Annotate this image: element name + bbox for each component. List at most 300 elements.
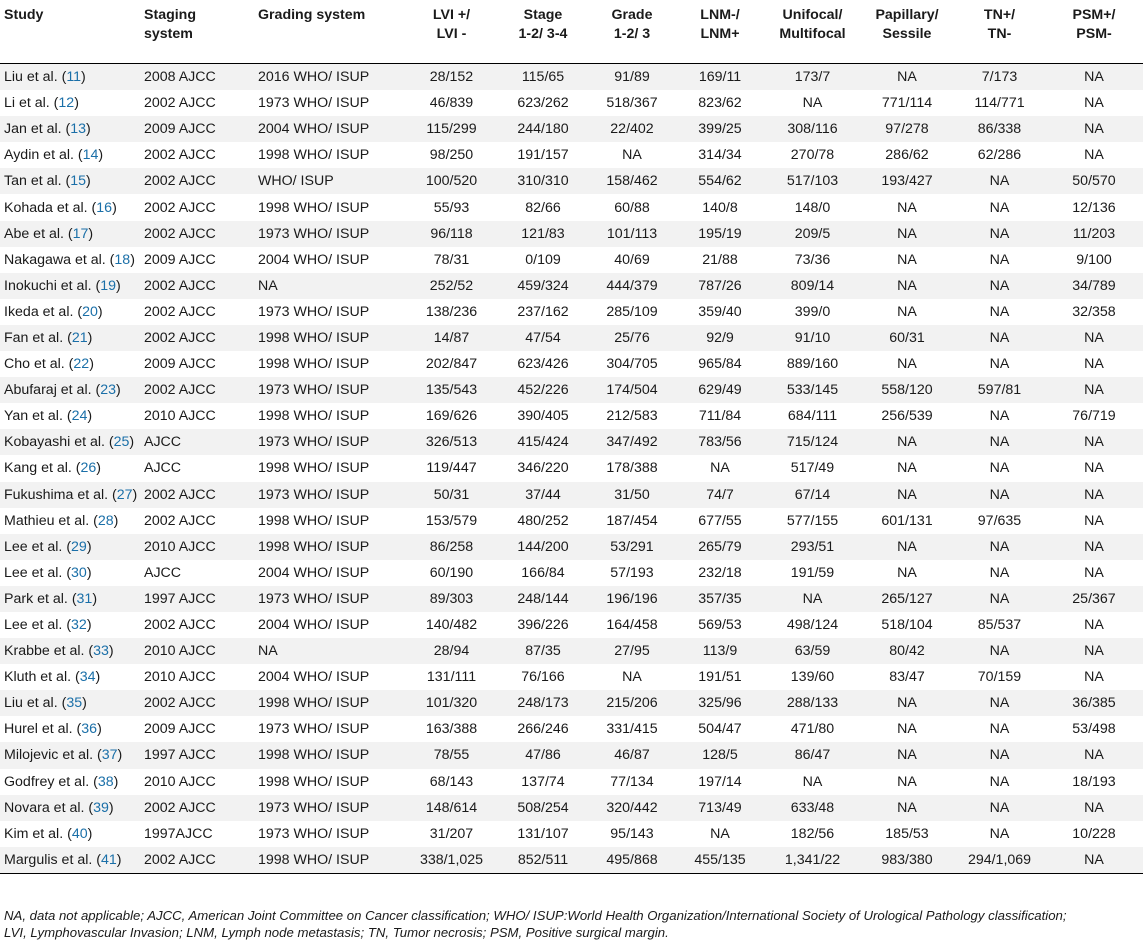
cell-staging-system: 2002 AJCC: [142, 299, 256, 325]
cell-focality: 91/10: [765, 325, 860, 351]
cell-lnm: 713/49: [675, 795, 765, 821]
reference-link[interactable]: 34: [79, 669, 96, 686]
cell-grading-system: 1973 WHO/ ISUP: [256, 429, 406, 455]
cell-focality: 471/80: [765, 716, 860, 742]
cell-papillary-sessile: NA: [860, 351, 954, 377]
cell-papillary-sessile: NA: [860, 534, 954, 560]
cell-staging-system: 2002 AJCC: [142, 221, 256, 247]
cell-lvi: 131/111: [406, 664, 497, 690]
reference-link[interactable]: 23: [100, 382, 116, 399]
cell-focality: 173/7: [765, 64, 860, 91]
cell-psm: 12/136: [1045, 194, 1143, 220]
cell-papillary-sessile: NA: [860, 795, 954, 821]
cell-lvi: 163/388: [406, 716, 497, 742]
cell-grading-system: 2016 WHO/ ISUP: [256, 64, 406, 91]
study-name: Lee et al. (: [4, 617, 72, 634]
cell-grade: 95/143: [589, 821, 675, 847]
table-row: [0, 299, 1143, 325]
cell-tn: NA: [954, 586, 1045, 612]
cell-grade: 174/504: [589, 377, 675, 403]
cell-psm: 50/570: [1045, 168, 1143, 194]
cell-grading-system: 1998 WHO/ ISUP: [256, 351, 406, 377]
cell-staging-system: 2002 AJCC: [142, 325, 256, 351]
cell-lnm: 140/8: [675, 194, 765, 220]
study-name: Kim et al. (: [4, 825, 72, 842]
cell-focality: 288/133: [765, 690, 860, 716]
cell-staging-system: 2010 AJCC: [142, 534, 256, 560]
reference-close-paren: ): [108, 643, 114, 660]
cell-psm: 76/719: [1045, 403, 1143, 429]
study-name: Liu et al. (: [4, 695, 67, 712]
study-name: Abe et al. (: [4, 225, 73, 242]
cell-lvi: 31/207: [406, 821, 497, 847]
reference-link[interactable]: 29: [71, 538, 87, 555]
cell-grade: 25/76: [589, 325, 675, 351]
cell-focality: 809/14: [765, 273, 860, 299]
cell-grading-system: 2004 WHO/ ISUP: [256, 116, 406, 142]
cell-grade: 46/87: [589, 742, 675, 768]
cell-stage: 76/166: [497, 664, 589, 690]
study-cell: [0, 90, 142, 116]
cell-focality: 577/155: [765, 508, 860, 534]
cell-tn: NA: [954, 299, 1045, 325]
cell-grade: 320/442: [589, 795, 675, 821]
cell-lvi: 148/614: [406, 795, 497, 821]
cell-psm: 34/789: [1045, 273, 1143, 299]
reference-link[interactable]: 28: [97, 512, 114, 529]
cell-grading-system: 1973 WHO/ ISUP: [256, 821, 406, 847]
cell-tn: 62/286: [954, 142, 1045, 168]
study-name: Fan et al. (: [4, 329, 72, 346]
cell-lvi: 326/513: [406, 429, 497, 455]
cell-psm: NA: [1045, 795, 1143, 821]
study-name: Margulis et al. (: [4, 851, 101, 868]
cell-stage: 852/511: [497, 847, 589, 874]
cell-lvi: 60/190: [406, 560, 497, 586]
study-name: Krabbe et al. (: [4, 643, 94, 660]
cell-focality: 270/78: [765, 142, 860, 168]
cell-grading-system: WHO/ ISUP: [256, 168, 406, 194]
cell-focality: 533/145: [765, 377, 860, 403]
cell-stage: 47/86: [497, 742, 589, 768]
cell-grading-system: 1998 WHO/ ISUP: [256, 403, 406, 429]
study-cell: [0, 221, 142, 247]
cell-grade: 331/415: [589, 716, 675, 742]
cell-tn: NA: [954, 821, 1045, 847]
reference-close-paren: ): [87, 329, 93, 346]
reference-close-paren: ): [87, 408, 93, 425]
cell-papillary-sessile: 286/62: [860, 142, 954, 168]
study-name: Jan et al. (: [4, 121, 71, 138]
cell-lvi: 28/152: [406, 64, 497, 91]
cell-focality: NA: [765, 769, 860, 795]
cell-tn: 70/159: [954, 664, 1045, 690]
table-row: [0, 194, 1143, 220]
reference-link[interactable]: 40: [71, 825, 88, 842]
cell-staging-system: 2002 AJCC: [142, 847, 256, 874]
cell-lvi: 46/839: [406, 90, 497, 116]
reference-link[interactable]: 20: [82, 303, 98, 320]
study-cell: [0, 795, 142, 821]
reference-link[interactable]: 32: [71, 617, 87, 634]
cell-focality: 399/0: [765, 299, 860, 325]
cell-stage: 310/310: [497, 168, 589, 194]
reference-link[interactable]: 22: [73, 356, 90, 373]
cell-tn: NA: [954, 560, 1045, 586]
cell-psm: NA: [1045, 638, 1143, 664]
reference-link[interactable]: 35: [66, 695, 83, 712]
study-cell: [0, 664, 142, 690]
header-line: 1-2/ 3: [613, 26, 651, 42]
reference-close-paren: ): [86, 538, 92, 555]
reference-link[interactable]: 17: [72, 225, 89, 242]
header-line: Staging: [144, 7, 197, 23]
table-row: [0, 534, 1143, 560]
reference-close-paren: ): [113, 773, 119, 790]
cell-tn: NA: [954, 403, 1045, 429]
table-row: [0, 429, 1143, 455]
cell-lvi: 98/250: [406, 142, 497, 168]
cell-lvi: 50/31: [406, 482, 497, 508]
cell-lnm: 232/18: [675, 560, 765, 586]
cell-papillary-sessile: 518/104: [860, 612, 954, 638]
cell-lvi: 86/258: [406, 534, 497, 560]
reference-link[interactable]: 27: [116, 486, 133, 503]
reference-close-paren: ): [81, 69, 86, 86]
reference-close-paren: ): [86, 173, 91, 190]
cell-staging-system: 2010 AJCC: [142, 664, 256, 690]
cell-lnm: NA: [675, 455, 765, 481]
cell-papillary-sessile: NA: [860, 742, 954, 768]
cell-papillary-sessile: 558/120: [860, 377, 954, 403]
reference-link[interactable]: 25: [113, 434, 130, 451]
table-row: [0, 482, 1143, 508]
study-name: Milojevic et al. (: [4, 747, 102, 764]
cell-grade: 347/492: [589, 429, 675, 455]
cell-grading-system: NA: [256, 273, 406, 299]
reference-close-paren: ): [116, 382, 121, 399]
reference-link[interactable]: 41: [100, 851, 117, 868]
cell-psm: NA: [1045, 482, 1143, 508]
reference-close-paren: ): [130, 251, 135, 268]
header-tn: [954, 0, 1045, 64]
cell-focality: NA: [765, 90, 860, 116]
table-row: [0, 168, 1143, 194]
cell-staging-system: 2002 AJCC: [142, 612, 256, 638]
reference-link[interactable]: 15: [70, 173, 87, 190]
reference-close-paren: ): [96, 460, 102, 477]
cell-psm: 9/100: [1045, 247, 1143, 273]
cell-staging-system: 2010 AJCC: [142, 769, 256, 795]
study-cell: [0, 508, 142, 534]
reference-close-paren: ): [86, 617, 92, 634]
cell-grade: 31/50: [589, 482, 675, 508]
cell-tn: NA: [954, 168, 1045, 194]
cell-tn: NA: [954, 351, 1045, 377]
header-grading-system: [256, 0, 406, 64]
cell-lnm: 823/62: [675, 90, 765, 116]
study-cell: [0, 351, 142, 377]
header-line: LNM-/: [700, 7, 740, 23]
cell-papillary-sessile: 83/47: [860, 664, 954, 690]
cell-psm: NA: [1045, 664, 1143, 690]
table-row: [0, 742, 1143, 768]
cell-grade: 196/196: [589, 586, 675, 612]
cell-stage: 237/162: [497, 299, 589, 325]
study-cell: [0, 534, 142, 560]
table-row: [0, 351, 1143, 377]
study-name: Fukushima et al. (: [4, 486, 117, 503]
cell-grade: 57/193: [589, 560, 675, 586]
table-row: [0, 142, 1143, 168]
cell-grade: 158/462: [589, 168, 675, 194]
reference-link[interactable]: 31: [76, 590, 93, 607]
cell-papillary-sessile: 60/31: [860, 325, 954, 351]
reference-close-paren: ): [97, 721, 102, 738]
header-line: LVI -: [436, 26, 467, 42]
cell-grading-system: 1998 WHO/ ISUP: [256, 742, 406, 768]
reference-close-paren: ): [86, 121, 91, 138]
study-cell: [0, 299, 142, 325]
cell-focality: 148/0: [765, 194, 860, 220]
cell-stage: 266/246: [497, 716, 589, 742]
cell-grading-system: 2004 WHO/ ISUP: [256, 664, 406, 690]
cell-stage: 115/65: [497, 64, 589, 91]
cell-staging-system: 2010 AJCC: [142, 403, 256, 429]
cell-grade: 178/388: [589, 455, 675, 481]
cell-psm: 18/193: [1045, 769, 1143, 795]
header-grade: [589, 0, 675, 64]
cell-staging-system: 2002 AJCC: [142, 508, 256, 534]
cell-staging-system: 2002 AJCC: [142, 377, 256, 403]
cell-lvi: 202/847: [406, 351, 497, 377]
study-cell: [0, 638, 142, 664]
cell-grade: 91/89: [589, 64, 675, 91]
table-row: [0, 586, 1143, 612]
table-row: [0, 455, 1143, 481]
reference-close-paren: ): [98, 147, 104, 164]
reference-link[interactable]: 18: [114, 251, 131, 268]
reference-link[interactable]: 24: [71, 408, 88, 425]
cell-papillary-sessile: 771/114: [860, 90, 954, 116]
reference-link[interactable]: 19: [100, 277, 116, 294]
cell-tn: NA: [954, 795, 1045, 821]
cell-lnm: NA: [675, 821, 765, 847]
cell-papillary-sessile: NA: [860, 194, 954, 220]
table-row: [0, 821, 1143, 847]
reference-link[interactable]: 38: [97, 773, 114, 790]
cell-psm: NA: [1045, 612, 1143, 638]
cell-lnm: 197/14: [675, 769, 765, 795]
study-name: Cho et al. (: [4, 356, 74, 373]
reference-link[interactable]: 37: [101, 747, 118, 764]
header-stage: [497, 0, 589, 64]
cell-lvi: 140/482: [406, 612, 497, 638]
cell-focality: 684/111: [765, 403, 860, 429]
reference-close-paren: ): [95, 669, 101, 686]
reference-link[interactable]: 11: [66, 69, 82, 86]
cell-lvi: 100/520: [406, 168, 497, 194]
cell-grade: 495/868: [589, 847, 675, 874]
cell-staging-system: 2002 AJCC: [142, 168, 256, 194]
header-lvi: [406, 0, 497, 64]
study-name: Hurel et al. (: [4, 721, 82, 738]
cell-tn: NA: [954, 325, 1045, 351]
cell-focality: NA: [765, 586, 860, 612]
cell-papillary-sessile: NA: [860, 455, 954, 481]
study-name: Ikeda et al. (: [4, 303, 83, 320]
cell-psm: NA: [1045, 116, 1143, 142]
cell-grading-system: 1973 WHO/ ISUP: [256, 586, 406, 612]
cell-lnm: 128/5: [675, 742, 765, 768]
cell-lnm: 195/19: [675, 221, 765, 247]
cell-staging-system: 2002 AJCC: [142, 795, 256, 821]
reference-close-paren: ): [108, 799, 114, 816]
cell-lnm: 711/84: [675, 403, 765, 429]
cell-grading-system: 1998 WHO/ ISUP: [256, 508, 406, 534]
cell-stage: 248/144: [497, 586, 589, 612]
reference-link[interactable]: 12: [58, 95, 75, 112]
study-name: Aydin et al. (: [4, 147, 83, 164]
cell-grade: 77/134: [589, 769, 675, 795]
cell-staging-system: 2009 AJCC: [142, 247, 256, 273]
cell-stage: 480/252: [497, 508, 589, 534]
cell-papillary-sessile: NA: [860, 769, 954, 795]
cell-lvi: 68/143: [406, 769, 497, 795]
reference-link[interactable]: 21: [71, 329, 88, 346]
reference-link[interactable]: 30: [71, 564, 87, 581]
cell-grading-system: 1998 WHO/ ISUP: [256, 325, 406, 351]
cell-staging-system: 2002 AJCC: [142, 273, 256, 299]
reference-close-paren: ): [86, 564, 92, 581]
cell-papillary-sessile: NA: [860, 690, 954, 716]
cell-tn: 294/1,069: [954, 847, 1045, 874]
reference-link[interactable]: 13: [70, 121, 87, 138]
study-cell: [0, 429, 142, 455]
cell-tn: 86/338: [954, 116, 1045, 142]
cell-psm: 10/228: [1045, 821, 1143, 847]
reference-link[interactable]: 36: [81, 721, 98, 738]
study-cell: [0, 612, 142, 638]
study-cell: [0, 168, 142, 194]
cell-tn: 97/635: [954, 508, 1045, 534]
header-study: [0, 0, 142, 64]
header-line: PSM-: [1076, 26, 1112, 42]
cell-stage: 346/220: [497, 455, 589, 481]
study-name: Inokuchi et al. (: [4, 277, 101, 294]
study-name: Mathieu et al. (: [4, 512, 98, 529]
reference-link[interactable]: 16: [96, 199, 113, 216]
cell-grade: NA: [589, 664, 675, 690]
cell-staging-system: 1997 AJCC: [142, 742, 256, 768]
cell-grading-system: 1973 WHO/ ISUP: [256, 716, 406, 742]
cell-focality: 517/49: [765, 455, 860, 481]
table-row: [0, 690, 1143, 716]
cell-stage: 137/74: [497, 769, 589, 795]
reference-close-paren: ): [117, 747, 123, 764]
cell-lvi: 78/31: [406, 247, 497, 273]
header-line: Papillary/: [875, 7, 939, 23]
study-cell: [0, 325, 142, 351]
cell-grade: NA: [589, 142, 675, 168]
cell-papillary-sessile: NA: [860, 482, 954, 508]
cell-grade: 53/291: [589, 534, 675, 560]
cell-grade: 285/109: [589, 299, 675, 325]
cell-staging-system: AJCC: [142, 455, 256, 481]
table-row: [0, 638, 1143, 664]
header-line: LNM+: [700, 26, 740, 42]
reference-close-paren: ): [87, 825, 93, 842]
cell-psm: NA: [1045, 508, 1143, 534]
header-psm: [1045, 0, 1143, 64]
cell-staging-system: 2002 AJCC: [142, 482, 256, 508]
table-row: [0, 508, 1143, 534]
cell-tn: NA: [954, 638, 1045, 664]
header-line: Grade: [611, 7, 653, 23]
header-papillary-sessile: [860, 0, 954, 64]
cell-tn: 85/537: [954, 612, 1045, 638]
cell-stage: 248/173: [497, 690, 589, 716]
reference-link[interactable]: 14: [82, 147, 99, 164]
cell-tn: 7/173: [954, 64, 1045, 91]
cell-grade: 27/95: [589, 638, 675, 664]
cell-psm: 53/498: [1045, 716, 1143, 742]
cell-tn: NA: [954, 429, 1045, 455]
cell-lnm: 113/9: [675, 638, 765, 664]
cell-papillary-sessile: 983/380: [860, 847, 954, 874]
reference-link[interactable]: 26: [80, 460, 97, 477]
cell-lvi: 138/236: [406, 299, 497, 325]
cell-focality: 86/47: [765, 742, 860, 768]
cell-papillary-sessile: 265/127: [860, 586, 954, 612]
cell-lnm: 357/35: [675, 586, 765, 612]
cell-papillary-sessile: NA: [860, 273, 954, 299]
cell-lvi: 153/579: [406, 508, 497, 534]
study-cell: [0, 742, 142, 768]
cell-staging-system: 1997AJCC: [142, 821, 256, 847]
reference-close-paren: ): [97, 303, 103, 320]
cell-grading-system: 2004 WHO/ ISUP: [256, 247, 406, 273]
reference-link[interactable]: 33: [93, 643, 109, 660]
reference-link[interactable]: 39: [93, 799, 109, 816]
cell-psm: NA: [1045, 534, 1143, 560]
cell-grading-system: 1973 WHO/ ISUP: [256, 299, 406, 325]
table-body: [0, 64, 1143, 874]
study-name: Abufaraj et al. (: [4, 382, 101, 399]
cell-papillary-sessile: 256/539: [860, 403, 954, 429]
header-line: Stage: [523, 7, 563, 23]
study-name: Li et al. (: [4, 95, 59, 112]
cell-grading-system: 1973 WHO/ ISUP: [256, 482, 406, 508]
cell-grading-system: 2004 WHO/ ISUP: [256, 612, 406, 638]
cell-stage: 0/109: [497, 247, 589, 273]
cell-tn: 597/81: [954, 377, 1045, 403]
header-line: TN+/: [983, 7, 1016, 23]
cell-lvi: 115/299: [406, 116, 497, 142]
cell-lnm: 554/62: [675, 168, 765, 194]
cell-grading-system: 1998 WHO/ ISUP: [256, 194, 406, 220]
cell-psm: NA: [1045, 142, 1143, 168]
cell-psm: 11/203: [1045, 221, 1143, 247]
table-row: [0, 221, 1143, 247]
cell-staging-system: 2002 AJCC: [142, 194, 256, 220]
cell-tn: NA: [954, 769, 1045, 795]
cell-grade: 40/69: [589, 247, 675, 273]
study-cell: [0, 273, 142, 299]
reference-close-paren: ): [82, 695, 87, 712]
study-cell: [0, 194, 142, 220]
cell-focality: 517/103: [765, 168, 860, 194]
